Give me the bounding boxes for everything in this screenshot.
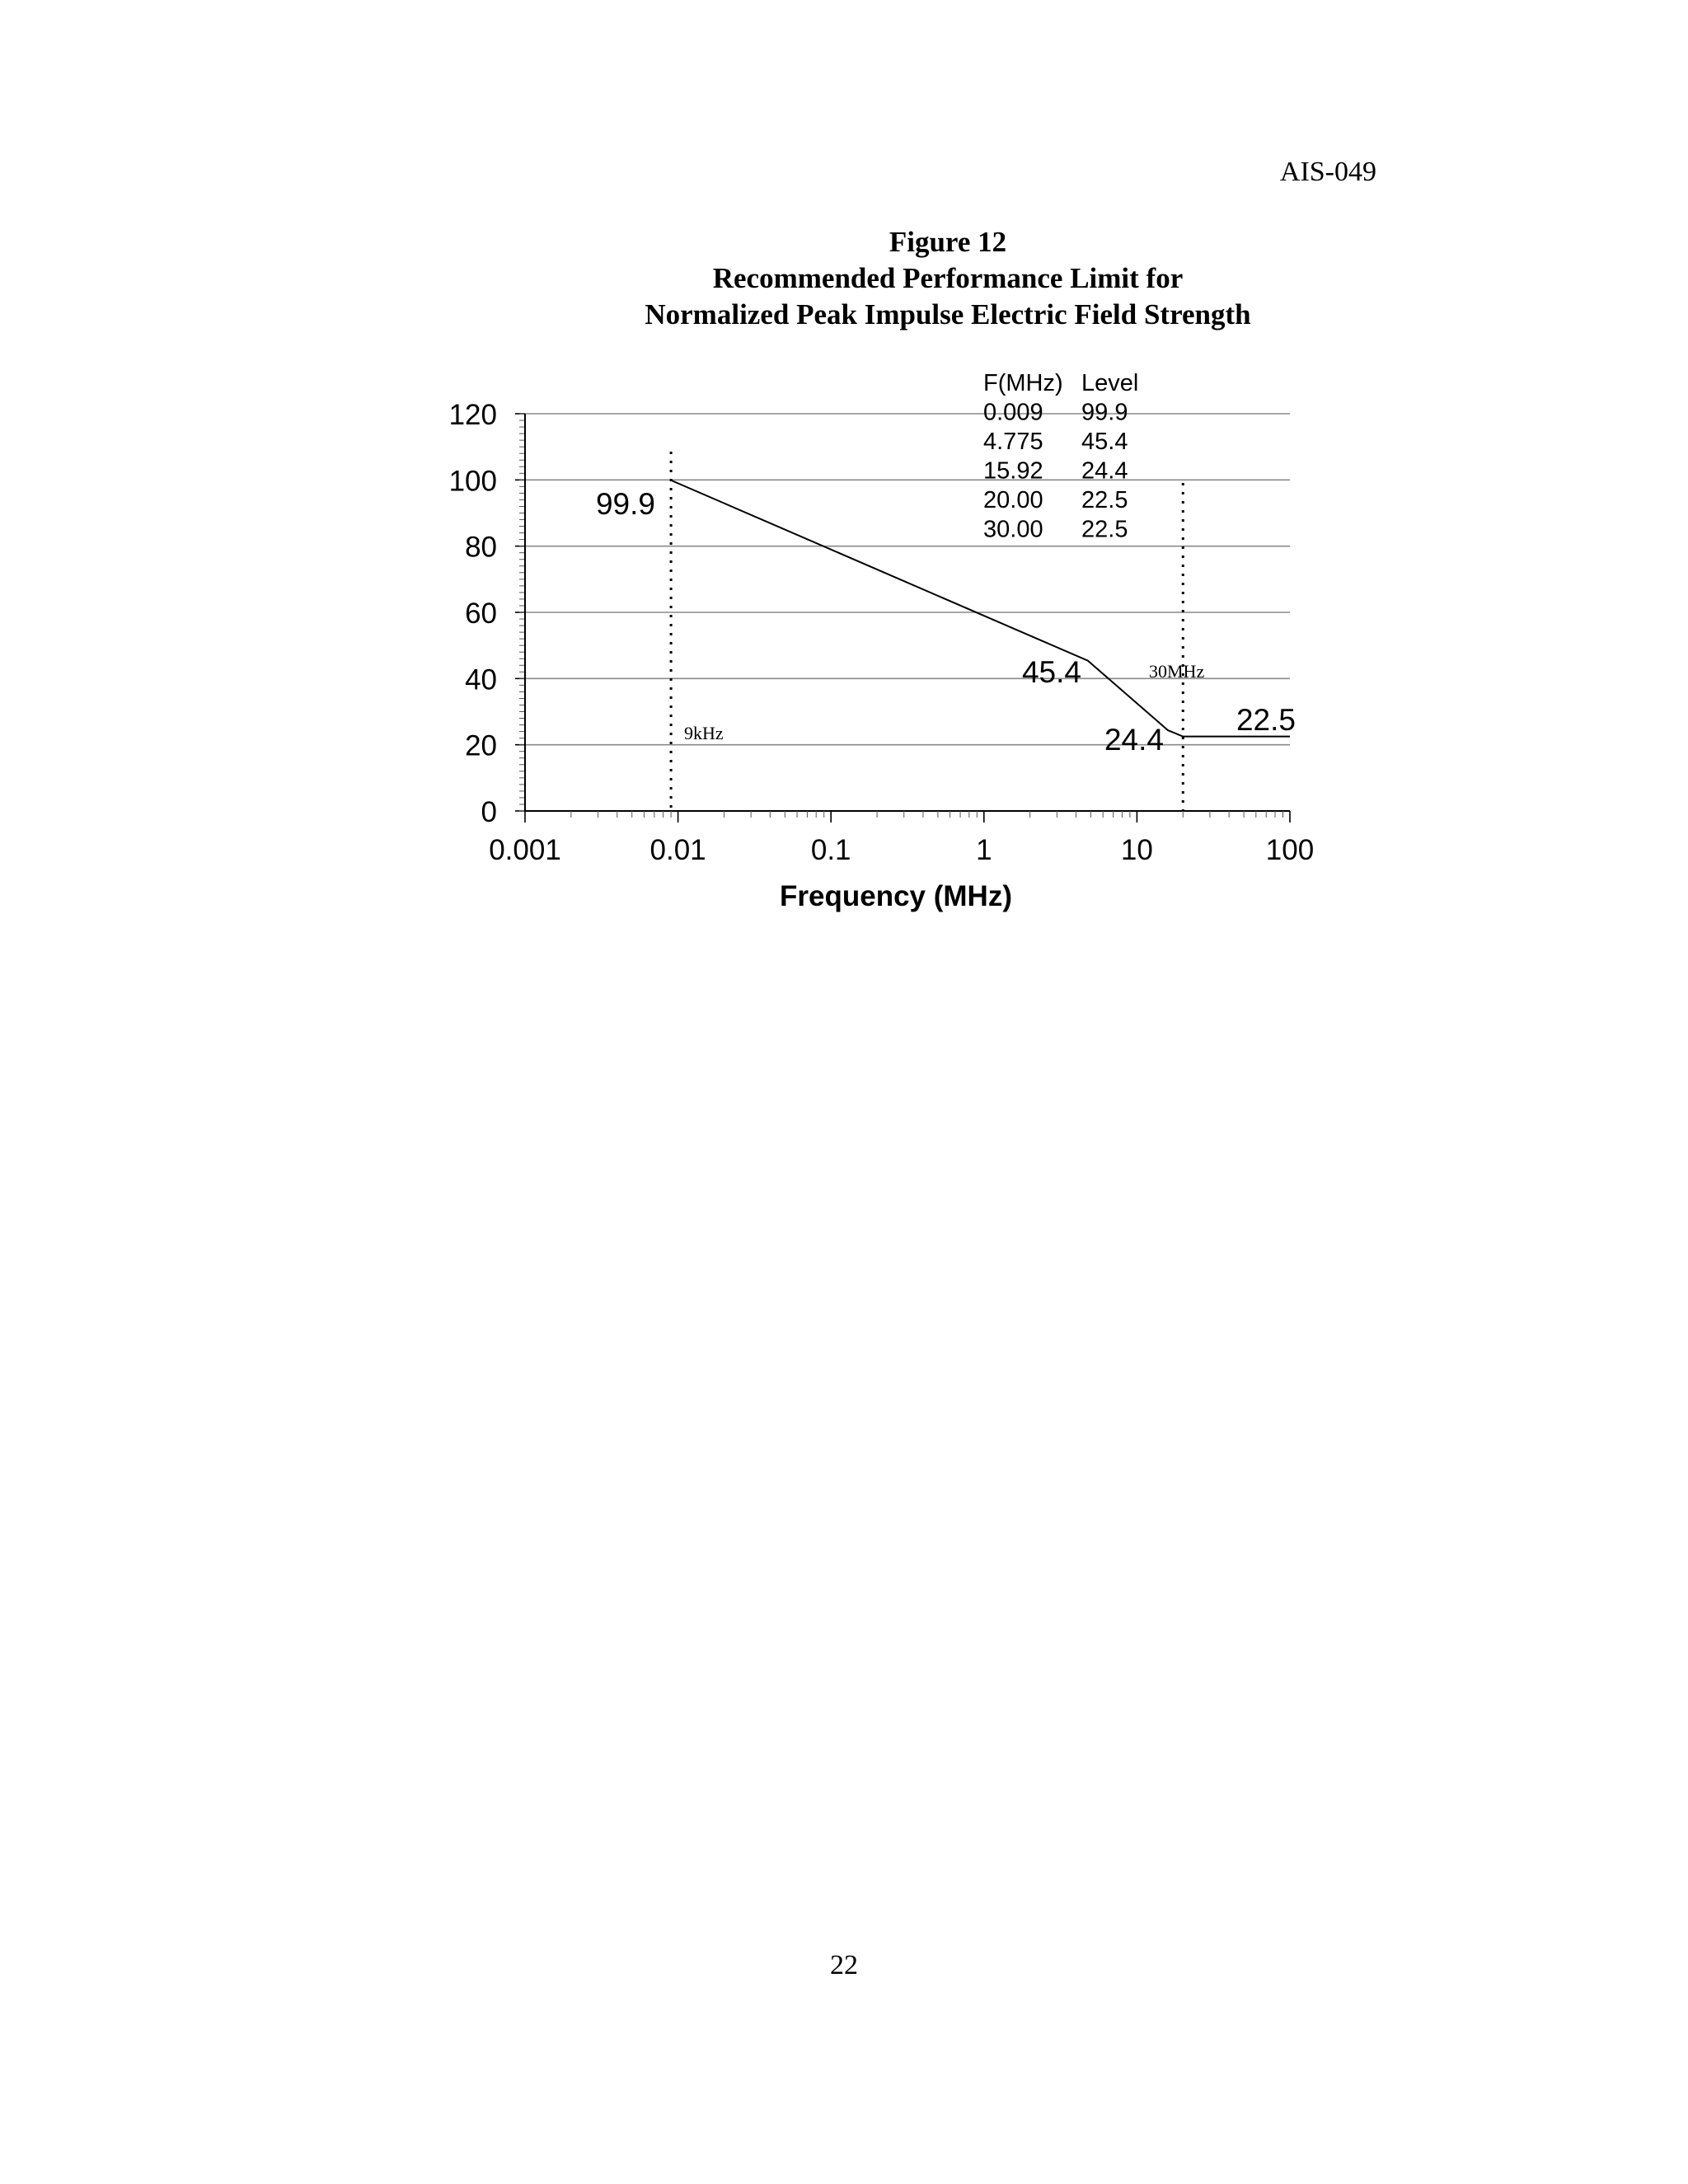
- point-label: 22.5: [1236, 703, 1296, 737]
- table-cell: 20.00: [983, 487, 1043, 513]
- table-cell: 0.009: [983, 399, 1043, 426]
- table-cell: 24.4: [1081, 457, 1128, 485]
- table-header-cell: Level: [1081, 370, 1139, 396]
- table-header-cell: F(MHz): [983, 370, 1063, 396]
- axes: [449, 399, 1315, 866]
- y-tick-label: 60: [465, 598, 497, 630]
- gridlines: [525, 414, 1290, 745]
- x-tick-label: 100: [1265, 834, 1315, 866]
- data-table: [983, 370, 1138, 543]
- x-tick-label: 0.001: [489, 834, 561, 866]
- series: [671, 480, 1290, 737]
- figure-caption-line-1: Recommended Performance Limit for: [712, 262, 1184, 294]
- y-tick-label: 0: [481, 796, 497, 828]
- series-line: [671, 480, 1290, 737]
- y-tick-label: 80: [465, 531, 497, 564]
- table-cell: 4.775: [983, 429, 1043, 455]
- table-cell: 30.00: [983, 516, 1043, 543]
- y-tick-label: 120: [448, 399, 497, 431]
- point-label: 24.4: [1104, 723, 1164, 757]
- y-tick-label: 40: [465, 663, 497, 696]
- table-cell: 99.9: [1081, 399, 1128, 426]
- marker-label: 9kHz: [684, 723, 724, 743]
- x-tick-label: 1: [976, 834, 992, 866]
- figure-number: Figure 12: [889, 226, 1007, 258]
- table-cell: 45.4: [1081, 429, 1128, 455]
- x-tick-label: 10: [1120, 834, 1153, 866]
- point-label: 99.9: [595, 487, 655, 521]
- y-tick-label: 20: [465, 729, 497, 762]
- table-cell: 22.5: [1081, 487, 1128, 513]
- labels: [596, 487, 1296, 757]
- document-id: AIS-049: [1279, 157, 1376, 187]
- marker-label: 30MHz: [1149, 661, 1205, 682]
- y-tick-label: 100: [448, 465, 497, 498]
- x-tick-label: 0.1: [810, 834, 851, 866]
- table-cell: 22.5: [1081, 516, 1128, 543]
- x-tick-label: 0.01: [649, 834, 706, 866]
- figure-caption-line-2: Normalized Peak Impulse Electric Field Strength: [645, 298, 1251, 330]
- table-cell: 15.92: [983, 457, 1043, 485]
- page-number: 22: [830, 1950, 858, 1980]
- point-label: 45.4: [1021, 655, 1081, 689]
- x-axis-title: Frequency (MHz): [780, 880, 1012, 912]
